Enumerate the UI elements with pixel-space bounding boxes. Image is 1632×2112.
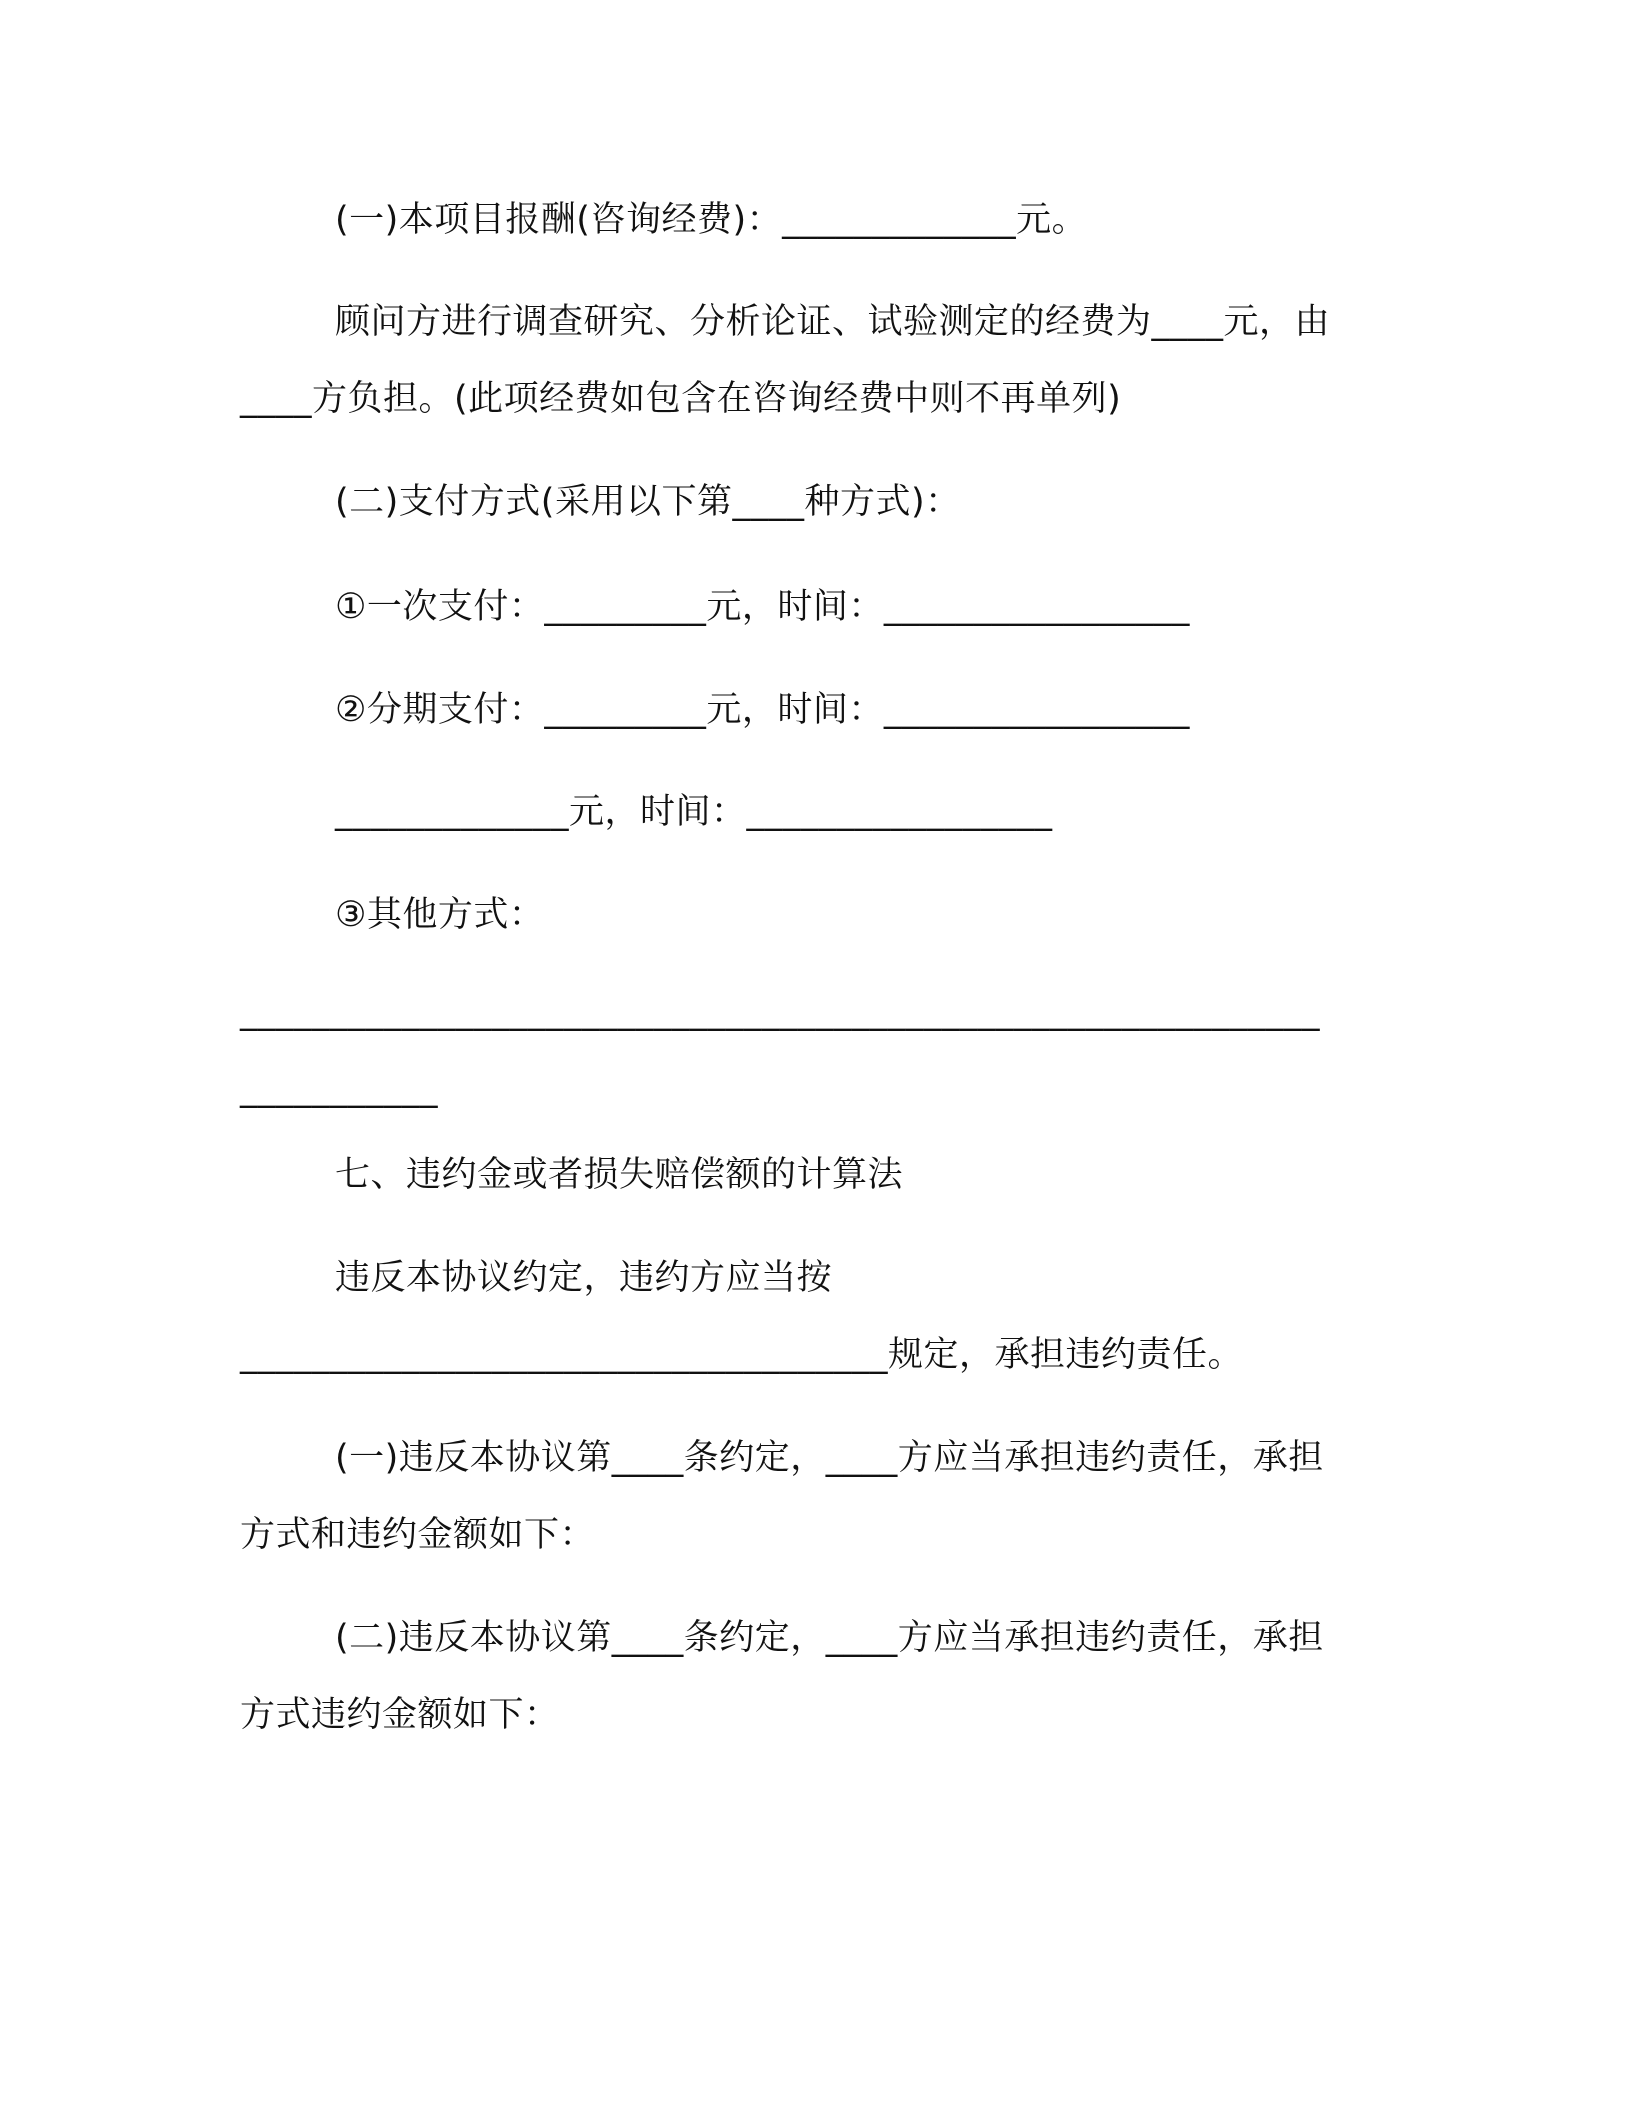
payment-option-installment: ②分期支付：_________元，时间：_________________ [335, 690, 1190, 730]
other-method-blank-line-2: ___________ [240, 1069, 438, 1109]
breach-clause-cont: ____________________________________规定，承担违约责任。 [240, 1335, 1244, 1375]
payment-method-heading: (二)支付方式(采用以下第____种方式)： [335, 482, 961, 522]
payment-option-installment-cont: _____________元，时间：_________________ [335, 792, 1053, 832]
breach-item-2: (二)违反本协议第____条约定，____方应当承担违约责任，承担 [335, 1618, 1324, 1658]
breach-item-1-cont: 方式和违约金额如下： [240, 1515, 596, 1555]
section-heading-penalty: 七、违约金或者损失赔偿额的计算法 [335, 1155, 904, 1195]
other-method-blank-line: ____________________________________________________________ [240, 992, 1320, 1032]
research-cost-clause-cont: ____方负担。(此项经费如包含在咨询经费中则不再单列) [240, 379, 1122, 419]
breach-clause: 违反本协议约定，违约方应当按 [335, 1258, 833, 1298]
payment-option-lump-sum: ①一次支付：_________元，时间：_________________ [335, 587, 1190, 627]
breach-item-1: (一)违反本协议第____条约定，____方应当承担违约责任，承担 [335, 1438, 1324, 1478]
payment-option-other: ③其他方式： [335, 895, 545, 935]
fee-clause: (一)本项目报酬(咨询经费)：_____________元。 [335, 200, 1088, 240]
research-cost-clause: 顾问方进行调查研究、分析论证、试验测定的经费为____元，由 [335, 302, 1331, 342]
breach-item-2-cont: 方式违约金额如下： [240, 1695, 560, 1735]
